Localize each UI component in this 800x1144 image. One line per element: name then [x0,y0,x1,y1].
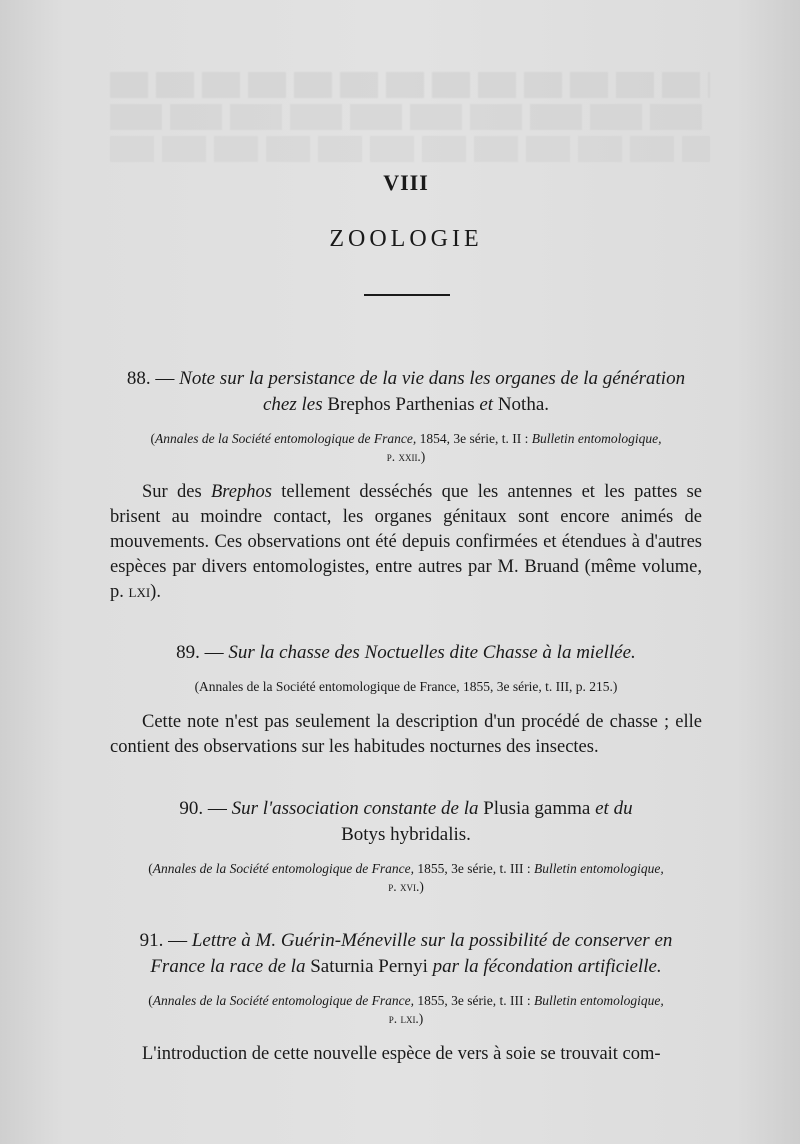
entry-91-source: (Annales de la Société entomologique de France, 1855, 3e série, t. III : Bulletin entomologique, p. lxi.) [148,993,664,1026]
entry-88-number: 88. [126,368,151,389]
entry-91-paragraph: L'introduction de cette nouvelle espèce de vers à soie se trouvait com- [142,1044,661,1064]
entry-88-title: 88. — Note sur la persistance de la vie dans les organes de la génération chez les Brephos Parthenias et Notha. [126,368,686,415]
entry-89-source: (Annales de la Société entomologique de France, 1855, 3e série, t. III, p. 215.) [194,679,618,694]
entry-89-paragraph: Cette note n'est pas seulement la description d'un procédé de chasse ; elle contient des observations sur les habitudes nocturnes des insectes. [110,712,702,757]
entry-88-source: (Annales de la Société entomologique de France, 1854, 3e série, t. II : Bulletin entomologique, p. xxii.) [150,431,662,464]
entry-91-title: 91. — Lettre à M. Guérin-Méneville sur la possibilité de conserver en France la race de la Saturnia Pernyi par la fécondation artificielle. [139,930,673,977]
entry-88-paragraph: Sur des Brephos tellement desséchés que les antennes et les pattes se brisent au moindre contact, les organes génitaux sont encore animés de mouvements. Ces observations ont été depuis confirmées et étendues à d'autres espèces par divers entomologistes, entre autres par M. Bruand (même volume, p. lxi). [110,482,702,602]
show-through-top [110,32,710,162]
section-title: ZOOLOGIE [329,226,483,252]
entry-89 [110,640,702,760]
entry-90-title: 90. — Sur l'association constante de la Plusia gamma et du Botys hybridalis. [179,798,633,845]
section-number: VIII [383,170,429,195]
entry-89-title: 89. — Sur la chasse des Noctuelles dite Chasse à la miellée. [176,642,636,663]
entry-88 [110,366,702,605]
title-rule [364,294,450,296]
entry-90 [110,796,702,896]
entry-90-source: (Annales de la Société entomologique de France, 1855, 3e série, t. III : Bulletin entomologique, p. xvi.) [148,861,664,894]
entry-91 [110,928,702,1067]
